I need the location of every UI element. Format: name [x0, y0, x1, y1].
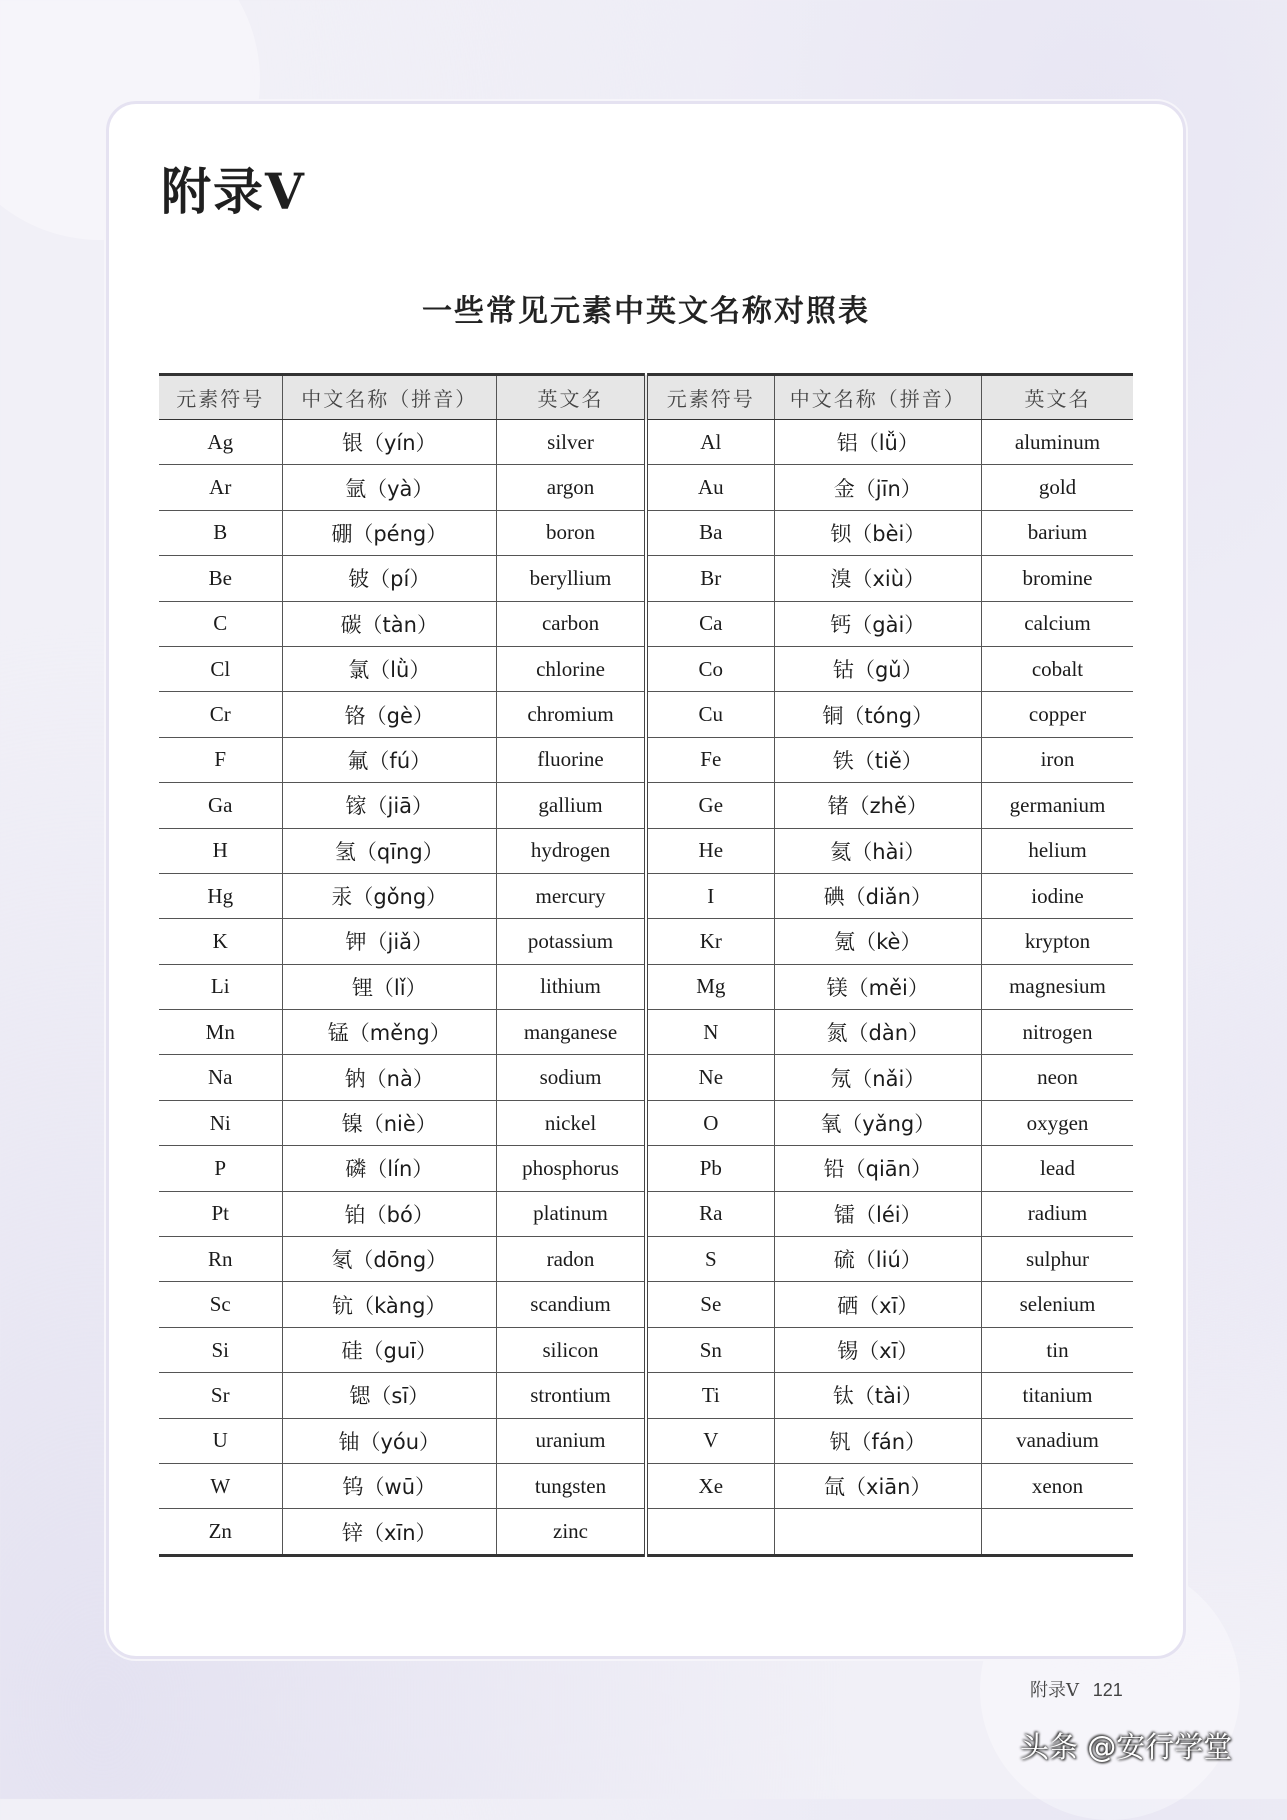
cell-chinese-name: 氪（kè）	[774, 919, 981, 964]
table-row	[159, 1282, 1133, 1327]
cell-english-name: boron	[497, 510, 646, 555]
cell-symbol: Au	[646, 465, 774, 510]
cell-english-name: gold	[981, 465, 1133, 510]
cell-english-name: vanadium	[981, 1418, 1133, 1463]
table-title: 一些常见元素中英文名称对照表	[422, 294, 870, 329]
appendix-title: 附录V	[161, 162, 306, 221]
cell-symbol	[646, 1509, 774, 1555]
cell-english-name: scandium	[497, 1282, 646, 1327]
table-row	[159, 1373, 1133, 1418]
table-row	[159, 1010, 1133, 1055]
cell-symbol: Na	[159, 1055, 282, 1100]
cell-english-name: radium	[981, 1191, 1133, 1236]
cell-chinese-name	[774, 1509, 981, 1555]
table-row	[159, 1100, 1133, 1145]
cell-symbol: W	[159, 1463, 282, 1508]
cell-english-name: nickel	[497, 1100, 646, 1145]
cell-english-name: sodium	[497, 1055, 646, 1100]
cell-chinese-name: 铁（tiě）	[774, 737, 981, 782]
cell-symbol: Ga	[159, 783, 282, 828]
cell-symbol: Zn	[159, 1509, 282, 1555]
cell-english-name: neon	[981, 1055, 1133, 1100]
cell-chinese-name: 钛（tài）	[774, 1373, 981, 1418]
table-row	[159, 873, 1133, 918]
cell-symbol: Sn	[646, 1327, 774, 1372]
cell-english-name: iodine	[981, 873, 1133, 918]
cell-symbol: H	[159, 828, 282, 873]
cell-chinese-name: 钠（nà）	[282, 1055, 497, 1100]
cell-symbol: Pt	[159, 1191, 282, 1236]
cell-chinese-name: 溴（xiù）	[774, 556, 981, 601]
cell-symbol: Sc	[159, 1282, 282, 1327]
cell-english-name: chromium	[497, 692, 646, 737]
cell-english-name: lead	[981, 1146, 1133, 1191]
cell-chinese-name: 汞（gǒng）	[282, 873, 497, 918]
cell-symbol: F	[159, 737, 282, 782]
cell-chinese-name: 硅（guī）	[282, 1327, 497, 1372]
cell-english-name: xenon	[981, 1463, 1133, 1508]
cell-chinese-name: 镓（jiā）	[282, 783, 497, 828]
cell-chinese-name: 钒（fán）	[774, 1418, 981, 1463]
cell-english-name: phosphorus	[497, 1146, 646, 1191]
cell-chinese-name: 锂（lǐ）	[282, 964, 497, 1009]
header-chinese-name: 中文名称（拼音）	[774, 375, 981, 420]
cell-english-name: krypton	[981, 919, 1133, 964]
cell-chinese-name: 镭（léi）	[774, 1191, 981, 1236]
page-number: 121	[1092, 1680, 1123, 1700]
cell-symbol: O	[646, 1100, 774, 1145]
cell-chinese-name: 氧（yǎng）	[774, 1100, 981, 1145]
cell-chinese-name: 钴（gǔ）	[774, 646, 981, 691]
cell-symbol: Ni	[159, 1100, 282, 1145]
cell-chinese-name: 硒（xī）	[774, 1282, 981, 1327]
table-header-row	[159, 375, 1133, 420]
cell-symbol: U	[159, 1418, 282, 1463]
cell-chinese-name: 银（yín）	[282, 420, 497, 465]
cell-chinese-name: 钡（bèi）	[774, 510, 981, 555]
cell-symbol: Li	[159, 964, 282, 1009]
cell-english-name: fluorine	[497, 737, 646, 782]
table-row	[159, 692, 1133, 737]
table-row	[159, 828, 1133, 873]
cell-chinese-name: 钨（wū）	[282, 1463, 497, 1508]
cell-english-name: gallium	[497, 783, 646, 828]
table-row	[159, 964, 1133, 1009]
table-row	[159, 510, 1133, 555]
cell-chinese-name: 铅（qiān）	[774, 1146, 981, 1191]
cell-symbol: C	[159, 601, 282, 646]
cell-chinese-name: 锰（měng）	[282, 1010, 497, 1055]
cell-symbol: Ge	[646, 783, 774, 828]
cell-chinese-name: 钙（gài）	[774, 601, 981, 646]
cell-chinese-name: 铝（lǚ）	[774, 420, 981, 465]
cell-symbol: He	[646, 828, 774, 873]
cell-english-name: lithium	[497, 964, 646, 1009]
cell-symbol: Ag	[159, 420, 282, 465]
cell-english-name: uranium	[497, 1418, 646, 1463]
table-row	[159, 465, 1133, 510]
cell-chinese-name: 金（jīn）	[774, 465, 981, 510]
cell-symbol: Ra	[646, 1191, 774, 1236]
cell-english-name: silver	[497, 420, 646, 465]
cell-chinese-name: 锡（xī）	[774, 1327, 981, 1372]
cell-chinese-name: 锗（zhě）	[774, 783, 981, 828]
cell-chinese-name: 铀（yóu）	[282, 1418, 497, 1463]
cell-chinese-name: 硼（péng）	[282, 510, 497, 555]
cell-english-name: bromine	[981, 556, 1133, 601]
cell-symbol: Mg	[646, 964, 774, 1009]
cell-symbol: N	[646, 1010, 774, 1055]
cell-english-name	[981, 1509, 1133, 1555]
cell-chinese-name: 镍（niè）	[282, 1100, 497, 1145]
cell-chinese-name: 氯（lǜ）	[282, 646, 497, 691]
cell-english-name: oxygen	[981, 1100, 1133, 1145]
cell-symbol: Rn	[159, 1237, 282, 1282]
cell-english-name: platinum	[497, 1191, 646, 1236]
table-row	[159, 737, 1133, 782]
cell-symbol: Mn	[159, 1010, 282, 1055]
cell-english-name: strontium	[497, 1373, 646, 1418]
cell-symbol: Be	[159, 556, 282, 601]
cell-english-name: silicon	[497, 1327, 646, 1372]
header-chinese-name: 中文名称（拼音）	[282, 375, 497, 420]
cell-symbol: Co	[646, 646, 774, 691]
cell-chinese-name: 硫（liú）	[774, 1237, 981, 1282]
cell-chinese-name: 氡（dōng）	[282, 1237, 497, 1282]
element-table	[159, 373, 1133, 1557]
cell-symbol: Kr	[646, 919, 774, 964]
cell-symbol: K	[159, 919, 282, 964]
cell-symbol: Pb	[646, 1146, 774, 1191]
cell-english-name: argon	[497, 465, 646, 510]
header-english-name: 英文名	[981, 375, 1133, 420]
table-row	[159, 556, 1133, 601]
footer-section: 附录V	[1030, 1680, 1079, 1701]
cell-english-name: aluminum	[981, 420, 1133, 465]
cell-english-name: tungsten	[497, 1463, 646, 1508]
table-row	[159, 1237, 1133, 1282]
page-card	[106, 101, 1186, 1659]
cell-english-name: radon	[497, 1237, 646, 1282]
cell-chinese-name: 锶（sī）	[282, 1373, 497, 1418]
cell-symbol: Cl	[159, 646, 282, 691]
cell-chinese-name: 氟（fú）	[282, 737, 497, 782]
cell-chinese-name: 钾（jiǎ）	[282, 919, 497, 964]
table-row	[159, 420, 1133, 465]
cell-symbol: Ca	[646, 601, 774, 646]
cell-symbol: S	[646, 1237, 774, 1282]
cell-symbol: I	[646, 873, 774, 918]
cell-symbol: Cr	[159, 692, 282, 737]
cell-chinese-name: 铜（tóng）	[774, 692, 981, 737]
cell-english-name: barium	[981, 510, 1133, 555]
table-row	[159, 919, 1133, 964]
cell-english-name: potassium	[497, 919, 646, 964]
cell-symbol: P	[159, 1146, 282, 1191]
cell-symbol: B	[159, 510, 282, 555]
cell-chinese-name: 磷（lín）	[282, 1146, 497, 1191]
cell-english-name: tin	[981, 1327, 1133, 1372]
cell-symbol: Fe	[646, 737, 774, 782]
cell-english-name: hydrogen	[497, 828, 646, 873]
cell-english-name: magnesium	[981, 964, 1133, 1009]
table-row	[159, 646, 1133, 691]
cell-symbol: Se	[646, 1282, 774, 1327]
header-symbol: 元素符号	[159, 375, 282, 420]
cell-english-name: nitrogen	[981, 1010, 1133, 1055]
cell-chinese-name: 铬（gè）	[282, 692, 497, 737]
cell-english-name: iron	[981, 737, 1133, 782]
cell-symbol: Br	[646, 556, 774, 601]
cell-chinese-name: 氢（qīng）	[282, 828, 497, 873]
table-row	[159, 1327, 1133, 1372]
cell-english-name: helium	[981, 828, 1133, 873]
cell-chinese-name: 氙（xiān）	[774, 1463, 981, 1508]
cell-symbol: Sr	[159, 1373, 282, 1418]
table-row	[159, 1055, 1133, 1100]
header-symbol: 元素符号	[646, 375, 774, 420]
cell-chinese-name: 锌（xīn）	[282, 1509, 497, 1555]
cell-symbol: Ba	[646, 510, 774, 555]
cell-english-name: mercury	[497, 873, 646, 918]
cell-english-name: copper	[981, 692, 1133, 737]
cell-symbol: Al	[646, 420, 774, 465]
cell-english-name: carbon	[497, 601, 646, 646]
cell-english-name: zinc	[497, 1509, 646, 1555]
cell-english-name: manganese	[497, 1010, 646, 1055]
table-row	[159, 601, 1133, 646]
cell-symbol: Si	[159, 1327, 282, 1372]
cell-chinese-name: 碳（tàn）	[282, 601, 497, 646]
cell-english-name: chlorine	[497, 646, 646, 691]
page-footer	[1030, 1676, 1123, 1702]
table-row	[159, 1463, 1133, 1508]
cell-symbol: Ti	[646, 1373, 774, 1418]
table-row	[159, 1509, 1133, 1555]
cell-chinese-name: 镁（měi）	[774, 964, 981, 1009]
cell-chinese-name: 碘（diǎn）	[774, 873, 981, 918]
table-row	[159, 1418, 1133, 1463]
cell-chinese-name: 铍（pí）	[282, 556, 497, 601]
cell-english-name: germanium	[981, 783, 1133, 828]
cell-symbol: Xe	[646, 1463, 774, 1508]
cell-english-name: titanium	[981, 1373, 1133, 1418]
cell-chinese-name: 铂（bó）	[282, 1191, 497, 1236]
table-row	[159, 783, 1133, 828]
watermark: 头条 @安行学堂	[1020, 1730, 1233, 1764]
table-row	[159, 1191, 1133, 1236]
cell-chinese-name: 氮（dàn）	[774, 1010, 981, 1055]
cell-english-name: selenium	[981, 1282, 1133, 1327]
cell-chinese-name: 氩（yà）	[282, 465, 497, 510]
cell-chinese-name: 氖（nǎi）	[774, 1055, 981, 1100]
cell-chinese-name: 氦（hài）	[774, 828, 981, 873]
table-row	[159, 1146, 1133, 1191]
cell-english-name: calcium	[981, 601, 1133, 646]
cell-english-name: sulphur	[981, 1237, 1133, 1282]
cell-symbol: Hg	[159, 873, 282, 918]
cell-english-name: beryllium	[497, 556, 646, 601]
cell-symbol: V	[646, 1418, 774, 1463]
cell-symbol: Ar	[159, 465, 282, 510]
header-english-name: 英文名	[497, 375, 646, 420]
cell-english-name: cobalt	[981, 646, 1133, 691]
cell-chinese-name: 钪（kàng）	[282, 1282, 497, 1327]
cell-symbol: Ne	[646, 1055, 774, 1100]
cell-symbol: Cu	[646, 692, 774, 737]
